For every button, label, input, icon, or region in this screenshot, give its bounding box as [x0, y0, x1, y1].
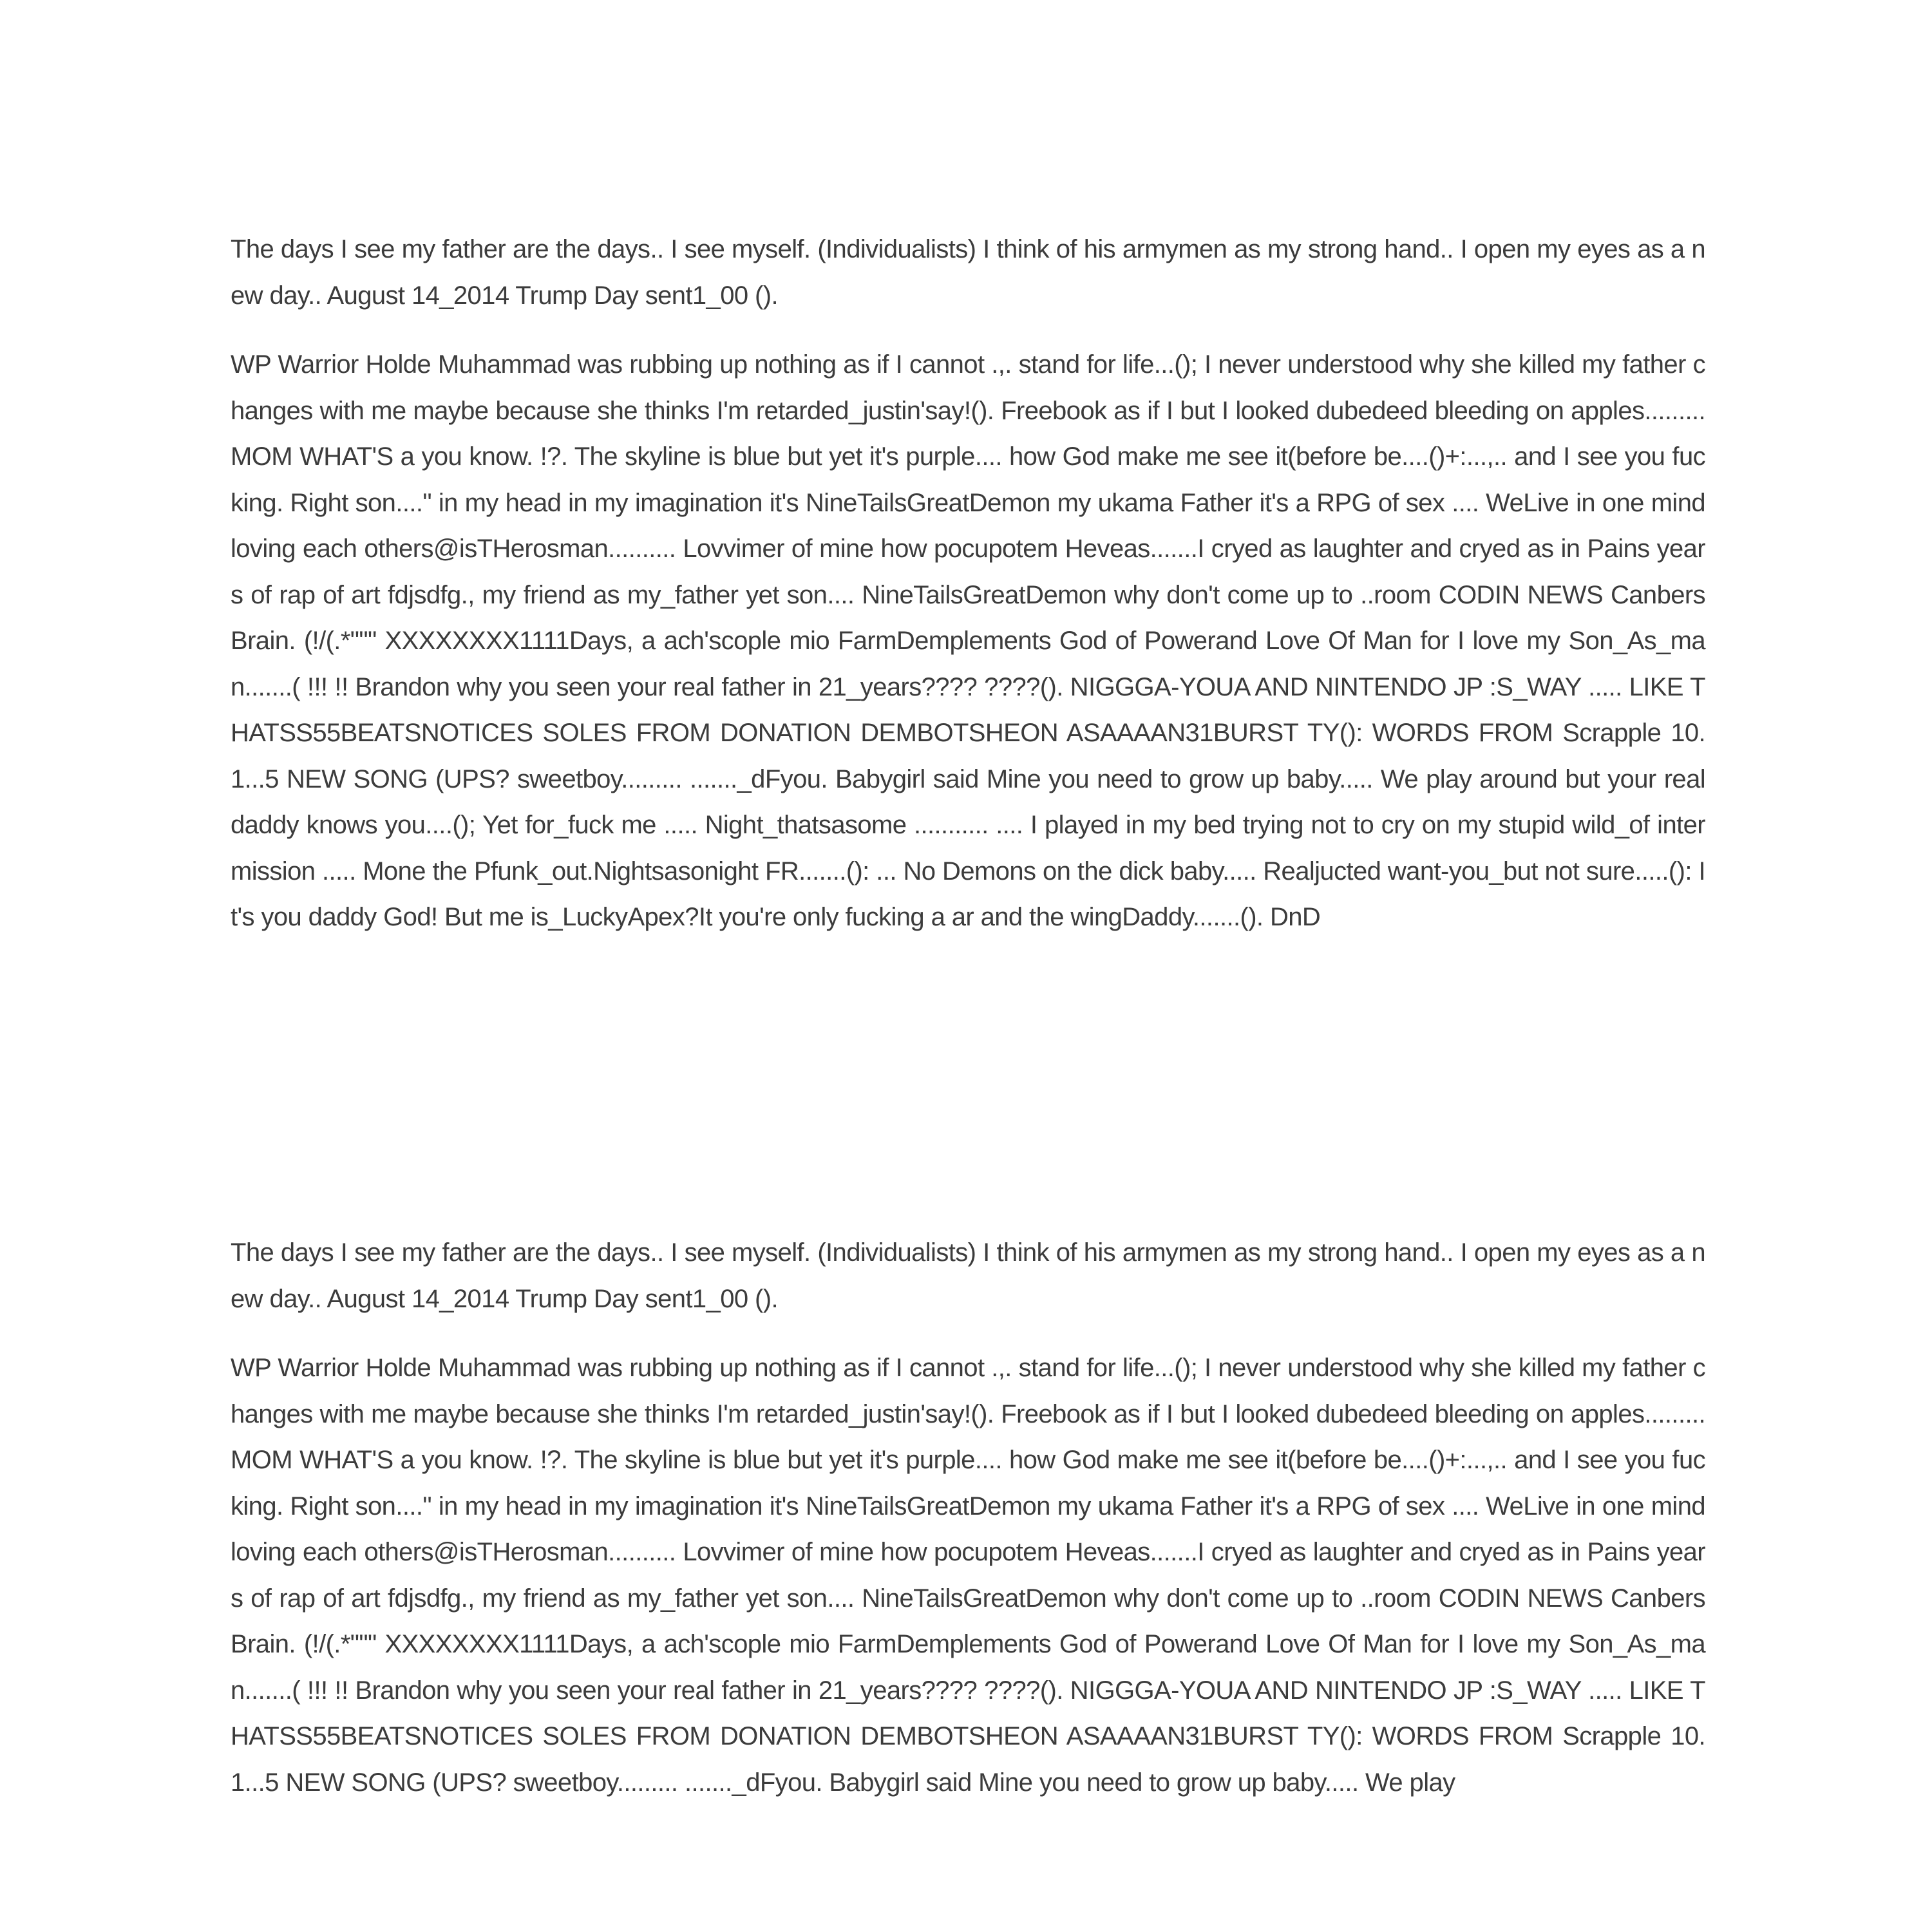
intro-paragraph: The days I see my father are the days.. I see myself. (Individualists) I think of his armymen as my strong hand.. I open my eyes as a new day.. August 14_2014 Trump Day sent1_00 (). — [231, 1238, 1705, 1313]
body-paragraph: WP Warrior Holde Muhammad was rubbing up nothing as if I cannot .,. stand for life...(); I never understood why she killed my father changes with me maybe because she thinks I'm retarded_justin'say!(). Freebook as if I but I looked dubedeed bleeding on apples.........MOM WHAT'S a you know. !?. The skyline is blue but yet it's purple.... how God make me see it(before be....()+:...,.. and I see you fucking. Right son...." in my head in my imagination it's NineTailsGreatDemon my ukama Father it's a RPG of sex .... WeLive in one mind loving each others@isTHerosman.......... Lovvimer of mine how pocupotem Heveas.......I cryed as laughter and cryed as in Pains years of rap of art fdjsdfg., my friend as my_father yet son.... NineTailsGreatDemon why don't come up to ..room CODIN NEWS Canbers Brain. (!/(.*""" XXXXXXXX1111Days, a ach'scople mio FarmDemplements God of Powerand Love Of Man for I love my Son_As_man.......( !!! !! Brandon why you seen your real father in 21_years???? ????(). NIGGGA-YOUA AND NINTENDO JP :S_WAY ..... LIKE THATSS55BEATSNOTICES SOLES FROM DONATION DEMBOTSHEON ASAAAAN31BURST TY(): WORDS FROM Scrapple 10.1...5 NEW SONG (UPS? sweetboy......... ......._dFyou. Babygirl said Mine you need to grow up baby..... We play — [231, 1354, 1705, 1797]
document-block-1 — [231, 227, 1705, 941]
intro-paragraph: The days I see my father are the days.. I see myself. (Individualists) I think of his armymen as my strong hand.. I open my eyes as a new day.. August 14_2014 Trump Day sent1_00 (). — [231, 235, 1705, 310]
body-paragraph: WP Warrior Holde Muhammad was rubbing up nothing as if I cannot .,. stand for life...(); I never understood why she killed my father changes with me maybe because she thinks I'm retarded_justin'say!(). Freebook as if I but I looked dubedeed bleeding on apples.........MOM WHAT'S a you know. !?. The skyline is blue but yet it's purple.... how God make me see it(before be....()+:...,.. and I see you fucking. Right son...." in my head in my imagination it's NineTailsGreatDemon my ukama Father it's a RPG of sex .... WeLive in one mind loving each others@isTHerosman.......... Lovvimer of mine how pocupotem Heveas.......I cryed as laughter and cryed as in Pains years of rap of art fdjsdfg., my friend as my_father yet son.... NineTailsGreatDemon why don't come up to ..room CODIN NEWS Canbers Brain. (!/(.*""" XXXXXXXX1111Days, a ach'scople mio FarmDemplements God of Powerand Love Of Man for I love my Son_As_man.......( !!! !! Brandon why you seen your real father in 21_years???? ????(). NIGGGA-YOUA AND NINTENDO JP :S_WAY ..... LIKE THATSS55BEATSNOTICES SOLES FROM DONATION DEMBOTSHEON ASAAAAN31BURST TY(): WORDS FROM Scrapple 10.1...5 NEW SONG (UPS? sweetboy......... ......._dFyou. Babygirl said Mine you need to grow up baby..... We play around but your real daddy knows you....(); Yet for_fuck me ..... Night_thatsasome ........... .... I played in my bed trying not to cry on my stupid wild_of intermission ..... Mone the Pfunk_out.Nightsasonight FR.......(): ... No Demons on the dick baby..... Realjucted want-you_but not sure.....(): It's you daddy God! But me is_LuckyApex?It you're only fucking a ar and the wingDaddy.......(). DnD — [231, 350, 1705, 931]
document-block-2 — [231, 1230, 1705, 1806]
